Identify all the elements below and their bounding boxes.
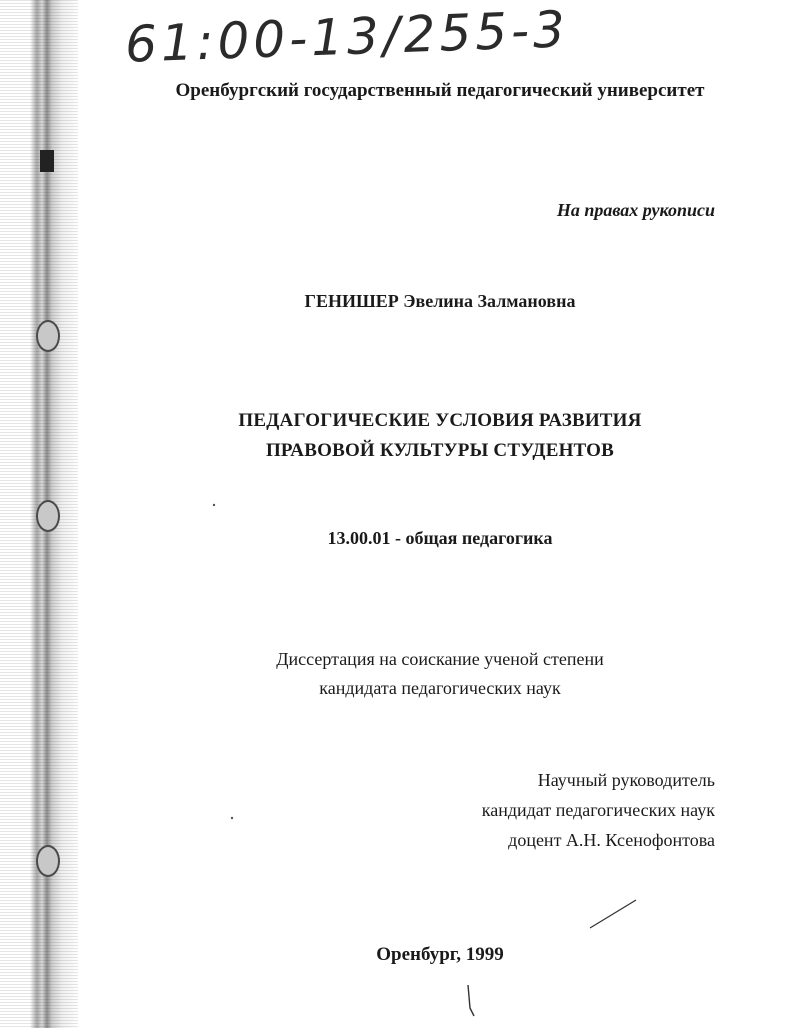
signature-stroke (590, 900, 636, 928)
author-name: ГЕНИШЕР Эвелина Залмановна (304, 291, 576, 311)
university-name: Оренбургский государственный педагогический университет (175, 80, 705, 101)
supervisor-degree: кандидат педагогических наук (481, 800, 715, 820)
handwritten-catalog-number: 61:00-13/255-3 (124, 0, 570, 74)
supervisor-name: доцент А.Н. Ксенофонтова (508, 830, 715, 850)
thesis-title-line-1: ПЕДАГОГИЧЕСКИЕ УСЛОВИЯ РАЗВИТИЯ (238, 410, 642, 431)
scan-speck (213, 504, 215, 506)
pen-mark-stroke (468, 985, 474, 1016)
manuscript-rights-note: На правах рукописи (556, 200, 715, 220)
supervisor-role: Научный руководитель (537, 770, 715, 790)
specialty-code: 13.00.01 - общая педагогика (327, 528, 553, 548)
degree-line-2: кандидата педагогических наук (319, 678, 561, 698)
degree-line-1: Диссертация на соискание ученой степени (276, 649, 604, 669)
city-year: Оренбург, 1999 (376, 944, 504, 965)
thesis-title-line-2: ПРАВОВОЙ КУЛЬТУРЫ СТУДЕНТОВ (265, 440, 615, 461)
scan-speck (231, 817, 233, 819)
